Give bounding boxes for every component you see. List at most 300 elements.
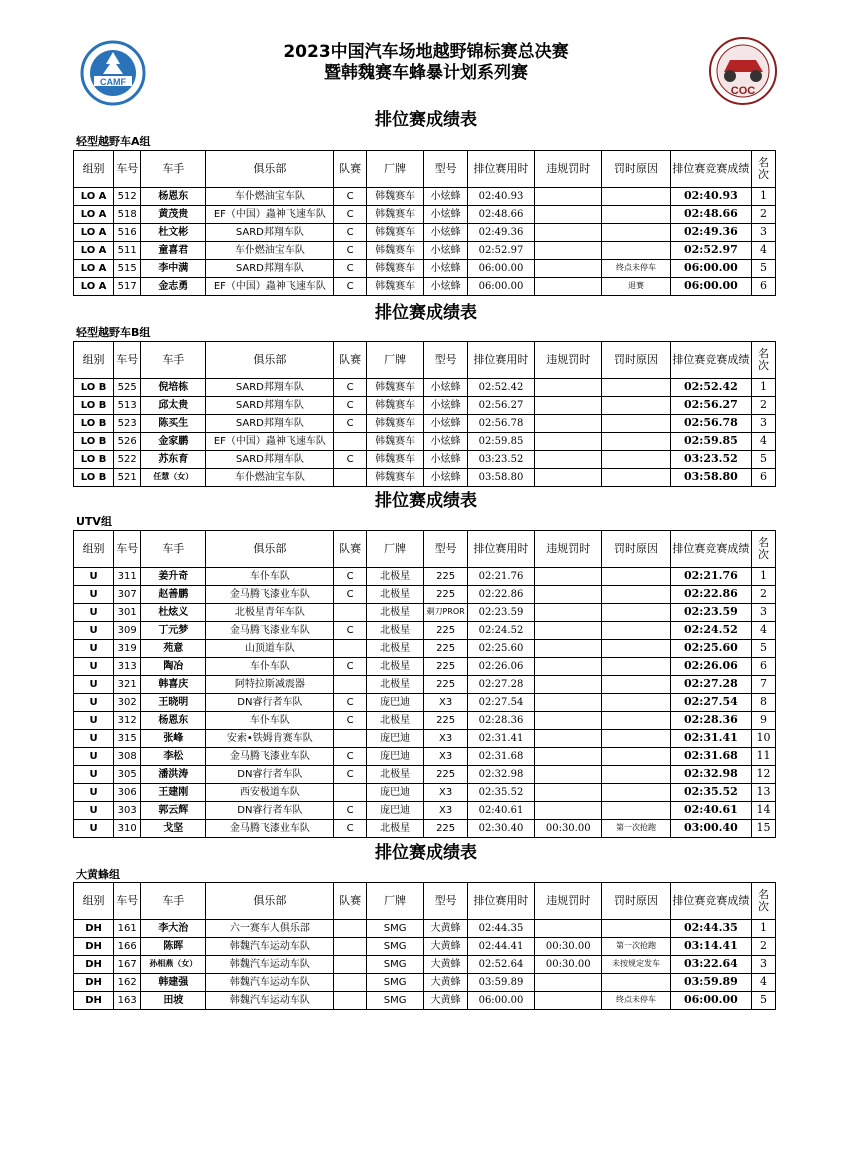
table-cell: C (334, 694, 367, 712)
table-cell: DN睿行者车队 (206, 802, 334, 820)
table-cell (535, 433, 602, 451)
table-row (74, 278, 776, 296)
table-cell: 6 (752, 278, 776, 296)
table-cell (602, 920, 670, 938)
table-cell: 02:48.66 (467, 206, 534, 224)
table-cell (535, 766, 602, 784)
table-cell: 韩魏汽车运动车队 (206, 938, 334, 956)
table-row (74, 260, 776, 278)
table-cell: 3 (752, 224, 776, 242)
table-cell: C (334, 379, 367, 397)
table-cell: SMG (366, 938, 424, 956)
column-header: 排位赛用时 (467, 883, 534, 920)
table-row (74, 992, 776, 1010)
table-cell: 162 (114, 974, 141, 992)
table-cell: C (334, 415, 367, 433)
table-cell: 六一赛车人俱乐部 (206, 920, 334, 938)
table-cell: 02:23.59 (467, 604, 534, 622)
section-title: 排位赛成绩表 (375, 491, 477, 511)
table-cell: 黄茂贵 (141, 206, 206, 224)
table-cell: 1 (752, 568, 776, 586)
table-cell: 金马腾飞漆业车队 (206, 748, 334, 766)
table-cell: 终点未停车 (602, 260, 670, 278)
table-cell: 02:52.97 (670, 242, 751, 260)
table-cell: 03:23.52 (670, 451, 751, 469)
table-cell: 7 (752, 676, 776, 694)
table-cell: 韩魏汽车运动车队 (206, 992, 334, 1010)
results-table (73, 530, 776, 838)
table-cell: 车仆燃油宝车队 (206, 188, 334, 206)
table-cell: 韩魏赛车 (366, 415, 424, 433)
table-cell: U (74, 676, 114, 694)
column-header: 排位赛用时 (467, 342, 534, 379)
table-cell: 张峰 (141, 730, 206, 748)
table-cell: 02:35.52 (670, 784, 751, 802)
table-row (74, 640, 776, 658)
table-cell: 小炫蜂 (424, 397, 467, 415)
table-cell: 3 (752, 604, 776, 622)
table-row (74, 469, 776, 487)
column-header: 违规罚时 (535, 883, 602, 920)
table-cell (535, 242, 602, 260)
table-cell: 车仆燃油宝车队 (206, 242, 334, 260)
table-cell (602, 622, 670, 640)
column-header: 队赛 (334, 531, 367, 568)
table-cell (602, 748, 670, 766)
table-cell: 1 (752, 188, 776, 206)
table-cell: X3 (424, 730, 467, 748)
table-cell: 金马腾飞漆业车队 (206, 586, 334, 604)
table-cell: 02:31.68 (467, 748, 534, 766)
table-cell: SMG (366, 920, 424, 938)
column-header: 罚时原因 (602, 342, 670, 379)
table-cell: 02:32.98 (467, 766, 534, 784)
table-cell: 14 (752, 802, 776, 820)
table-cell: 大黄蜂 (424, 992, 467, 1010)
table-cell: C (334, 206, 367, 224)
table-cell: 韩魏汽车运动车队 (206, 956, 334, 974)
table-cell: 2 (752, 206, 776, 224)
table-cell: 车仆车队 (206, 568, 334, 586)
table-cell (535, 676, 602, 694)
table-cell: X3 (424, 784, 467, 802)
table-cell (334, 469, 367, 487)
table-cell: SMG (366, 992, 424, 1010)
table-row (74, 604, 776, 622)
table-cell: 02:21.76 (467, 568, 534, 586)
table-cell: 313 (114, 658, 141, 676)
column-header: 俱乐部 (206, 342, 334, 379)
table-cell (535, 224, 602, 242)
table-cell: 韩魏赛车 (366, 397, 424, 415)
page-subtitle: 暨韩魏赛车蜂暴计划系列赛 (324, 63, 528, 83)
table-cell (602, 188, 670, 206)
table-cell: 北极星 (366, 568, 424, 586)
table-cell: C (334, 260, 367, 278)
table-cell: 退赛 (602, 278, 670, 296)
table-cell: 10 (752, 730, 776, 748)
group-label: 轻型越野车B组 (76, 326, 151, 339)
column-header: 队赛 (334, 151, 367, 188)
column-header: 违规罚时 (535, 342, 602, 379)
table-cell (602, 730, 670, 748)
table-cell: LO A (74, 224, 114, 242)
table-cell: 王晓明 (141, 694, 206, 712)
table-cell (535, 397, 602, 415)
column-header: 名次 (752, 883, 776, 920)
table-cell: 12 (752, 766, 776, 784)
table-cell: 02:44.35 (467, 920, 534, 938)
table-cell: C (334, 820, 367, 838)
column-header: 队赛 (334, 342, 367, 379)
table-cell: 车仆车队 (206, 658, 334, 676)
table-cell: 02:49.36 (670, 224, 751, 242)
table-cell: 剃刀PROR (424, 604, 467, 622)
table-cell (535, 802, 602, 820)
table-cell: 3 (752, 956, 776, 974)
table-cell: 02:25.60 (670, 640, 751, 658)
table-cell: C (334, 748, 367, 766)
table-cell: DH (74, 992, 114, 1010)
table-cell: 韩魏赛车 (366, 278, 424, 296)
table-cell (602, 451, 670, 469)
table-cell: 9 (752, 712, 776, 730)
table-cell: C (334, 658, 367, 676)
column-header: 型号 (424, 342, 467, 379)
table-cell: 苑意 (141, 640, 206, 658)
table-cell: 13 (752, 784, 776, 802)
table-cell: 王建刚 (141, 784, 206, 802)
table-cell: 02:21.76 (670, 568, 751, 586)
table-cell: 北极星 (366, 658, 424, 676)
table-cell: 安索•铁姆肯赛车队 (206, 730, 334, 748)
table-cell: 02:56.27 (467, 397, 534, 415)
table-cell: 第一次抢跑 (602, 938, 670, 956)
table-cell: 阿特拉斯减震器 (206, 676, 334, 694)
column-header: 组别 (74, 342, 114, 379)
table-header-row (74, 151, 776, 188)
table-cell: 李松 (141, 748, 206, 766)
table-cell: DH (74, 938, 114, 956)
table-cell (602, 224, 670, 242)
results-table (73, 150, 776, 296)
table-cell: 4 (752, 622, 776, 640)
table-cell: U (74, 730, 114, 748)
table-cell (334, 938, 367, 956)
column-header: 排位赛用时 (467, 531, 534, 568)
table-row (74, 242, 776, 260)
table-cell: C (334, 622, 367, 640)
table-cell: 庞巴迪 (366, 730, 424, 748)
table-cell: 02:25.60 (467, 640, 534, 658)
column-header: 车手 (141, 531, 206, 568)
table-cell: 512 (114, 188, 141, 206)
table-cell: 韩魏赛车 (366, 188, 424, 206)
table-cell: 02:27.28 (670, 676, 751, 694)
table-cell: 166 (114, 938, 141, 956)
table-cell: 车仆车队 (206, 712, 334, 730)
table-cell: 03:58.80 (670, 469, 751, 487)
table-cell: 225 (424, 766, 467, 784)
table-row (74, 188, 776, 206)
table-cell: 杜炫义 (141, 604, 206, 622)
table-cell (535, 712, 602, 730)
table-cell: U (74, 586, 114, 604)
table-cell (334, 920, 367, 938)
table-cell (535, 622, 602, 640)
column-header: 车手 (141, 883, 206, 920)
table-cell: 姜升奇 (141, 568, 206, 586)
table-cell: 02:56.78 (467, 415, 534, 433)
table-cell (602, 784, 670, 802)
table-cell: 02:40.61 (467, 802, 534, 820)
table-cell: 02:48.66 (670, 206, 751, 224)
table-cell: 金马腾飞漆业车队 (206, 820, 334, 838)
column-header: 排位赛竞赛成绩 (670, 883, 751, 920)
table-cell: 225 (424, 568, 467, 586)
table-cell: X3 (424, 748, 467, 766)
table-cell: 北极星 (366, 676, 424, 694)
table-cell: 02:40.61 (670, 802, 751, 820)
table-row (74, 956, 776, 974)
column-header: 组别 (74, 883, 114, 920)
table-cell: 陈买生 (141, 415, 206, 433)
table-row (74, 206, 776, 224)
column-header: 名次 (752, 531, 776, 568)
column-header: 罚时原因 (602, 531, 670, 568)
table-cell: 北极星 (366, 604, 424, 622)
table-cell: 终点未停车 (602, 992, 670, 1010)
column-header: 违规罚时 (535, 151, 602, 188)
table-cell: 2 (752, 586, 776, 604)
table-row (74, 766, 776, 784)
table-cell: 韩喜庆 (141, 676, 206, 694)
table-cell: C (334, 802, 367, 820)
table-cell: 李大治 (141, 920, 206, 938)
table-cell: 225 (424, 640, 467, 658)
table-cell: 未按规定发车 (602, 956, 670, 974)
table-cell: 03:59.89 (467, 974, 534, 992)
table-cell (602, 974, 670, 992)
column-header: 车号 (114, 883, 141, 920)
table-cell: SARD邦翔车队 (206, 415, 334, 433)
table-cell: 小炫蜂 (424, 224, 467, 242)
table-cell: 车仆燃油宝车队 (206, 469, 334, 487)
column-header: 排位赛竞赛成绩 (670, 531, 751, 568)
table-cell: 杨恩东 (141, 712, 206, 730)
table-cell: 309 (114, 622, 141, 640)
table-header-row (74, 883, 776, 920)
table-cell (334, 784, 367, 802)
table-cell: 161 (114, 920, 141, 938)
table-cell: 02:26.06 (467, 658, 534, 676)
table-cell (334, 604, 367, 622)
table-cell: 韩魏赛车 (366, 242, 424, 260)
table-header-row (74, 342, 776, 379)
table-cell: 03:22.64 (670, 956, 751, 974)
table-cell: C (334, 242, 367, 260)
column-header: 俱乐部 (206, 531, 334, 568)
table-cell: 521 (114, 469, 141, 487)
table-cell: 5 (752, 992, 776, 1010)
table-cell (602, 766, 670, 784)
table-cell: LO B (74, 379, 114, 397)
table-cell: SMG (366, 956, 424, 974)
page-title: 2023中国汽车场地越野锦标赛总决赛 (283, 42, 569, 62)
table-cell: 6 (752, 658, 776, 676)
table-cell: 03:58.80 (467, 469, 534, 487)
table-cell: 小炫蜂 (424, 433, 467, 451)
table-cell: X3 (424, 694, 467, 712)
table-cell: LO B (74, 415, 114, 433)
table-cell: LO B (74, 397, 114, 415)
table-cell: 02:44.41 (467, 938, 534, 956)
table-cell: 02:44.35 (670, 920, 751, 938)
table-cell: 韩魏赛车 (366, 433, 424, 451)
table-cell: EF（中国）蟲神飞速车队 (206, 278, 334, 296)
table-cell: 00:30.00 (535, 820, 602, 838)
column-header: 名次 (752, 342, 776, 379)
group-label: 大黄蜂组 (76, 868, 120, 881)
table-cell: 02:40.93 (670, 188, 751, 206)
table-cell: 02:49.36 (467, 224, 534, 242)
table-cell: 2 (752, 397, 776, 415)
table-cell: 杜文彬 (141, 224, 206, 242)
table-row (74, 974, 776, 992)
table-cell: U (74, 802, 114, 820)
table-cell: U (74, 784, 114, 802)
table-cell: C (334, 712, 367, 730)
table-cell: 225 (424, 658, 467, 676)
table-cell: 韩魏赛车 (366, 260, 424, 278)
table-cell: U (74, 766, 114, 784)
table-cell: 515 (114, 260, 141, 278)
table-cell (535, 260, 602, 278)
table-cell: 526 (114, 433, 141, 451)
table-row (74, 224, 776, 242)
table-cell: 郭云辉 (141, 802, 206, 820)
table-cell: 苏东育 (141, 451, 206, 469)
results-table (73, 882, 776, 1010)
table-cell (535, 415, 602, 433)
column-header: 厂牌 (366, 151, 424, 188)
table-cell: 02:52.64 (467, 956, 534, 974)
column-header: 名次 (752, 151, 776, 188)
table-cell: 163 (114, 992, 141, 1010)
table-row (74, 676, 776, 694)
table-cell (602, 415, 670, 433)
table-cell: 5 (752, 451, 776, 469)
table-cell: 杨恩东 (141, 188, 206, 206)
table-cell: U (74, 604, 114, 622)
section-title: 排位赛成绩表 (375, 843, 477, 863)
table-cell: 02:27.28 (467, 676, 534, 694)
table-cell (535, 568, 602, 586)
table-cell: 02:24.52 (670, 622, 751, 640)
table-cell: 03:59.89 (670, 974, 751, 992)
table-cell: 306 (114, 784, 141, 802)
column-header: 车手 (141, 151, 206, 188)
table-cell: 02:28.36 (467, 712, 534, 730)
table-cell: 韩魏赛车 (366, 224, 424, 242)
table-cell: 邱太贵 (141, 397, 206, 415)
table-cell: 金家鹏 (141, 433, 206, 451)
table-cell (602, 586, 670, 604)
column-header: 厂牌 (366, 531, 424, 568)
table-cell: 06:00.00 (670, 260, 751, 278)
table-cell: 庞巴迪 (366, 802, 424, 820)
table-cell (535, 748, 602, 766)
table-cell: 02:22.86 (670, 586, 751, 604)
table-cell: C (334, 397, 367, 415)
table-cell: 03:00.40 (670, 820, 751, 838)
table-row (74, 568, 776, 586)
table-cell: SMG (366, 974, 424, 992)
table-cell: 5 (752, 640, 776, 658)
column-header: 罚时原因 (602, 151, 670, 188)
table-cell: 北极星 (366, 820, 424, 838)
table-cell (334, 676, 367, 694)
column-header: 车手 (141, 342, 206, 379)
table-row (74, 802, 776, 820)
group-label: UTV组 (76, 515, 112, 528)
table-cell: 4 (752, 974, 776, 992)
table-cell (602, 397, 670, 415)
table-row (74, 379, 776, 397)
table-cell: LO A (74, 188, 114, 206)
table-cell: LO A (74, 260, 114, 278)
table-cell (535, 278, 602, 296)
table-cell: 11 (752, 748, 776, 766)
table-cell: 6 (752, 469, 776, 487)
column-header: 排位赛竞赛成绩 (670, 151, 751, 188)
table-cell: 潘洪涛 (141, 766, 206, 784)
table-row (74, 784, 776, 802)
table-cell (334, 992, 367, 1010)
table-cell: 06:00.00 (467, 260, 534, 278)
table-row (74, 586, 776, 604)
table-cell: 06:00.00 (467, 278, 534, 296)
column-header: 组别 (74, 151, 114, 188)
table-cell: 00:30.00 (535, 938, 602, 956)
table-cell: 511 (114, 242, 141, 260)
table-cell (535, 694, 602, 712)
table-cell: 小炫蜂 (424, 242, 467, 260)
table-cell (535, 206, 602, 224)
table-cell: 02:27.54 (670, 694, 751, 712)
column-header: 型号 (424, 151, 467, 188)
table-cell (602, 379, 670, 397)
table-cell (602, 694, 670, 712)
column-header: 厂牌 (366, 342, 424, 379)
table-cell (602, 206, 670, 224)
table-cell: 山顶道车队 (206, 640, 334, 658)
table-row (74, 415, 776, 433)
table-cell: LO A (74, 206, 114, 224)
table-cell: 陶冶 (141, 658, 206, 676)
table-cell: 韩魏汽车运动车队 (206, 974, 334, 992)
table-cell: C (334, 451, 367, 469)
column-header: 厂牌 (366, 883, 424, 920)
table-cell: 02:31.68 (670, 748, 751, 766)
table-cell: 516 (114, 224, 141, 242)
table-row (74, 451, 776, 469)
table-cell: C (334, 586, 367, 604)
column-header: 违规罚时 (535, 531, 602, 568)
table-cell: 518 (114, 206, 141, 224)
column-header: 组别 (74, 531, 114, 568)
table-cell: 小炫蜂 (424, 260, 467, 278)
